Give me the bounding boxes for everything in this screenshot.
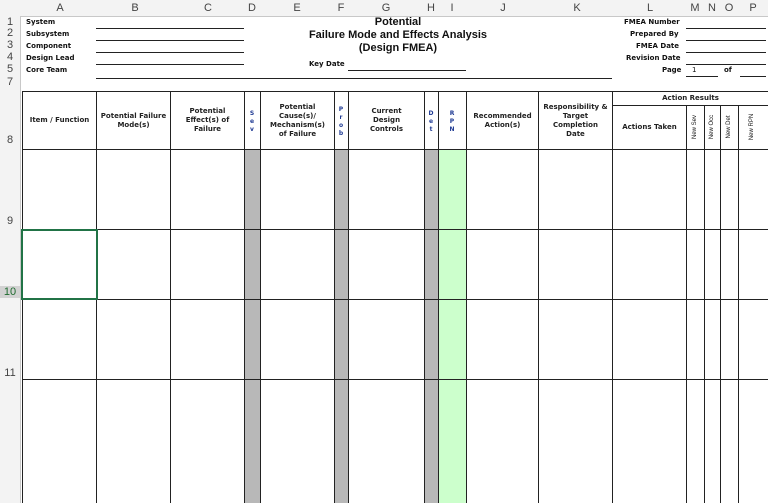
severity-header: [247, 110, 257, 134]
row-11-border: [22, 379, 768, 380]
form-title-line3: (Design FMEA): [358, 42, 438, 54]
rpn-letter-r: R: [449, 110, 455, 117]
potential-causes-header: Potential Cause(s)/ Mechanism(s) of Failure: [270, 102, 325, 138]
key-date-label: Key Date: [309, 60, 345, 68]
fmea-number-label: FMEA Number: [624, 18, 680, 26]
column-header-bar: [0, 0, 768, 17]
subsystem-line: [96, 40, 244, 41]
probability-letter-p: P: [338, 106, 344, 113]
column-header-c[interactable]: C: [204, 2, 212, 14]
probability-letter-r: r: [339, 114, 343, 121]
action-results-header: Action Results: [662, 94, 719, 102]
col-line-e: [260, 91, 261, 503]
column-header-l[interactable]: L: [646, 2, 654, 14]
rpn-letter-p: P: [449, 118, 455, 125]
column-header-h[interactable]: H: [427, 2, 435, 14]
col-line-o: [720, 105, 721, 503]
new-sev-header: New Sev: [692, 115, 698, 140]
column-header-e[interactable]: E: [293, 2, 301, 14]
fmea-date-label: FMEA Date: [636, 42, 680, 50]
severity-letter-s: S: [249, 110, 255, 117]
column-header-k[interactable]: K: [573, 2, 581, 14]
row-header-1[interactable]: 1: [6, 16, 14, 28]
column-header-i[interactable]: I: [450, 2, 454, 14]
responsibility-header: Responsibility & Target Completion Date: [543, 102, 608, 138]
page-value[interactable]: 1: [692, 66, 697, 74]
detection-column-fill: [424, 149, 438, 503]
new-det-header: New Det: [726, 115, 732, 139]
cell-a9[interactable]: [23, 150, 96, 229]
detection-letter-e: e: [428, 118, 434, 125]
col-line-k: [538, 91, 539, 503]
revision-date-label: Revision Date: [626, 54, 681, 62]
page-label: Page: [662, 66, 682, 74]
form-title-line2: Failure Mode and Effects Analysis: [308, 29, 488, 41]
row-header-5[interactable]: 5: [6, 63, 14, 75]
col-line-m: [686, 105, 687, 503]
component-line: [96, 52, 244, 53]
row-header-bar: [0, 16, 21, 503]
probability-letter-o: o: [338, 122, 344, 129]
key-date-line: [348, 70, 466, 71]
col-line-j: [466, 91, 467, 503]
column-header-p[interactable]: P: [749, 2, 757, 14]
column-header-f[interactable]: F: [337, 2, 345, 14]
current-design-controls-header: Current Design Controls: [369, 107, 404, 133]
probability-letter-b: b: [338, 130, 344, 137]
rpn-header: [447, 110, 457, 134]
col-line-d: [244, 91, 245, 503]
probability-column-fill: [334, 149, 348, 503]
row-header-2[interactable]: 2: [6, 27, 14, 39]
component-label: Component: [26, 42, 72, 50]
col-line-n: [704, 105, 705, 503]
detection-header: [426, 110, 436, 134]
of-label: of: [724, 66, 732, 74]
core-team-line: [96, 78, 612, 79]
severity-column-fill: [244, 149, 260, 503]
selected-cell-a10[interactable]: [21, 229, 98, 300]
fmea-number-line: [686, 28, 766, 29]
rpn-letter-n: N: [449, 126, 455, 133]
col-line-g: [348, 91, 349, 503]
row-10-border: [22, 299, 768, 300]
row-9-border: [22, 229, 768, 230]
revision-date-line: [686, 64, 766, 65]
form-title-line1: Potential: [374, 16, 422, 28]
detection-letter-d: D: [428, 110, 434, 117]
row-header-3[interactable]: 3: [6, 39, 14, 51]
row-header-4[interactable]: 4: [6, 51, 14, 63]
actions-taken-header: Actions Taken: [622, 123, 677, 131]
col-line-f: [334, 91, 335, 503]
design-lead-line: [96, 64, 244, 65]
fmea-date-line: [686, 52, 766, 53]
system-line: [96, 28, 244, 29]
row-header-9[interactable]: 9: [6, 215, 14, 227]
probability-header: [336, 106, 346, 138]
rpn-column-fill: [438, 149, 466, 503]
recommended-actions-header: Recommended Action(s): [473, 111, 532, 129]
column-header-m[interactable]: M: [690, 2, 700, 14]
potential-effects-header: Potential Effect(s) of Failure: [185, 107, 230, 133]
prepared-by-label: Prepared By: [630, 30, 679, 38]
row-header-7[interactable]: 7: [6, 76, 14, 88]
of-line: [740, 76, 766, 77]
column-header-n[interactable]: N: [708, 2, 716, 14]
row-header-8[interactable]: 8: [6, 134, 14, 146]
header-bottom-border: [22, 149, 768, 150]
col-line-p: [738, 105, 739, 503]
prepared-by-line: [686, 40, 766, 41]
column-header-o[interactable]: O: [724, 2, 734, 14]
col-line-l: [612, 91, 613, 503]
severity-letter-e: e: [249, 118, 255, 125]
new-occ-header: New Occ: [709, 114, 715, 140]
column-header-b[interactable]: B: [131, 2, 139, 14]
detection-letter-t: t: [429, 126, 433, 133]
col-line-i: [438, 91, 439, 503]
system-label: System: [26, 18, 56, 26]
core-team-label: Core Team: [26, 66, 68, 74]
column-header-j[interactable]: J: [500, 2, 506, 14]
severity-letter-v: v: [250, 126, 254, 133]
row-header-11[interactable]: 11: [4, 367, 16, 379]
design-lead-label: Design Lead: [26, 54, 75, 62]
col-line-c: [170, 91, 171, 503]
new-rpn-header: New RPN: [749, 113, 755, 141]
page-line: [686, 76, 718, 77]
subsystem-label: Subsystem: [26, 30, 70, 38]
column-header-a[interactable]: A: [56, 2, 64, 14]
column-header-g[interactable]: G: [381, 2, 391, 14]
column-header-d[interactable]: D: [248, 2, 256, 14]
col-line-h: [424, 91, 425, 503]
potential-failure-modes-header: Potential Failure Mode(s): [100, 111, 167, 129]
row-header-10[interactable]: 10: [0, 286, 20, 298]
item-function-header: Item / Function: [29, 116, 90, 124]
